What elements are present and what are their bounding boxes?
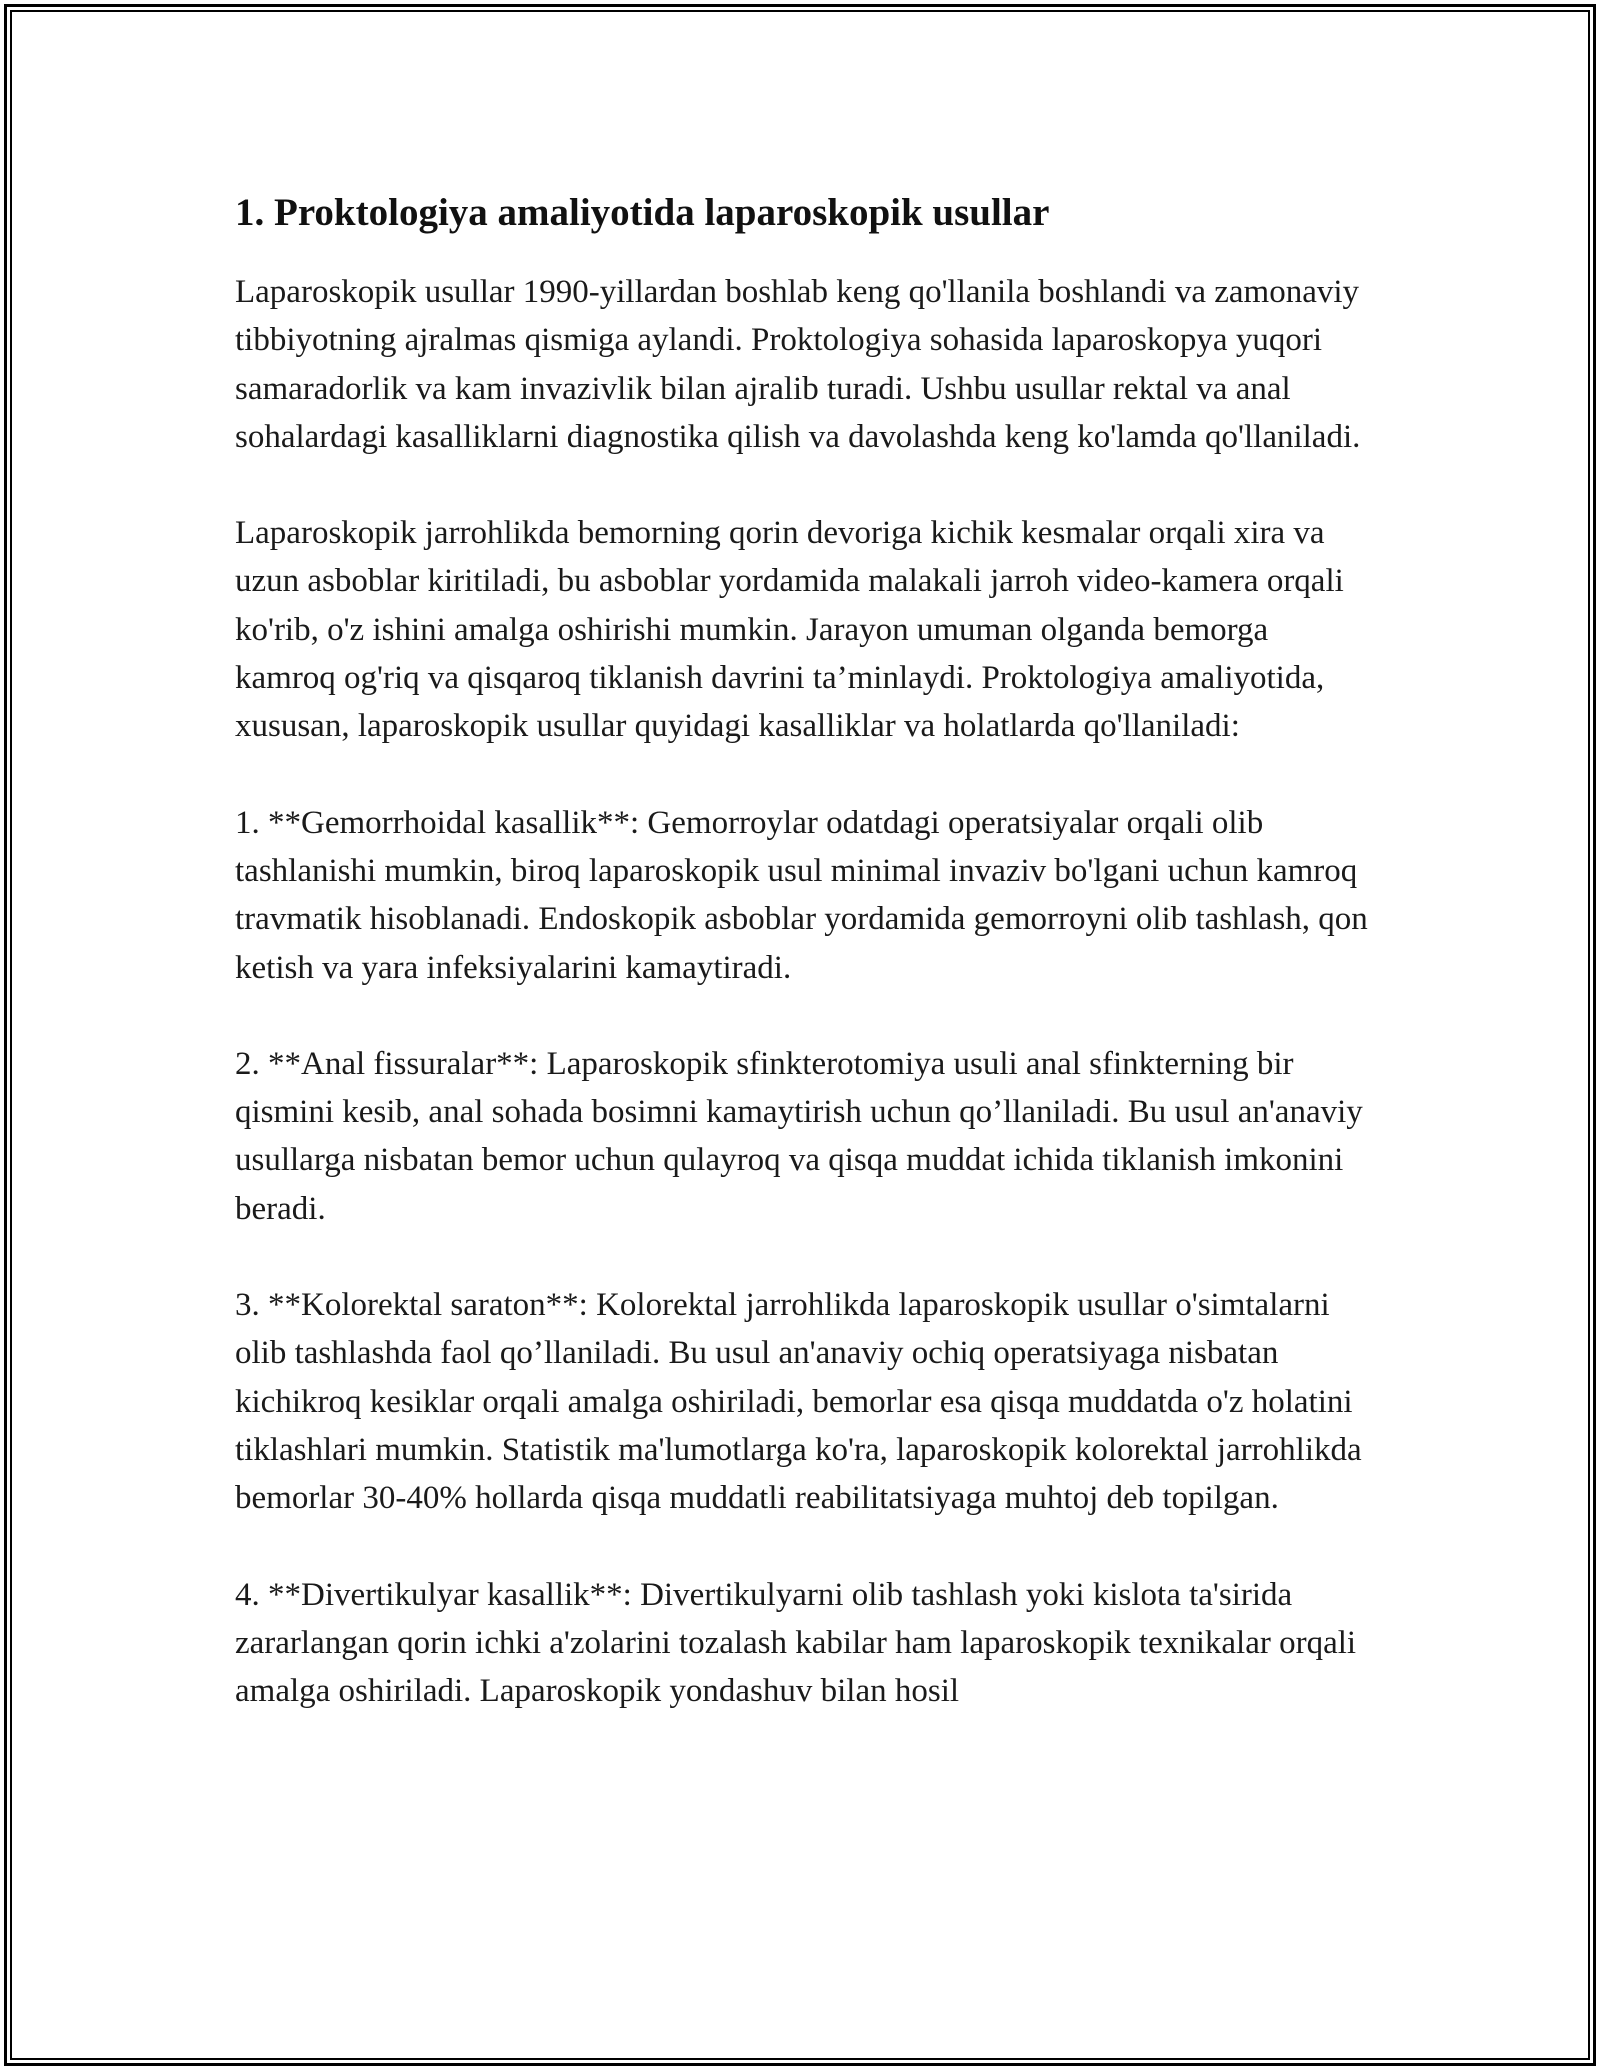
paragraph-procedure: Laparoskopik jarrohlikda bemorning qorin devoriga kichik kesmalar orqali xira va uzun asboblar kiritiladi, bu asboblar yordamida malakali jarroh video-kamera orqali ko'rib, o'z ishini amalga oshirishi mumkin. Jarayon umuman olganda bemorga kamroq og'riq va qisqaroq tiklanish davrini ta’minlaydi. Proktologiya amaliyotida, xususan, laparoskopik usullar quyidagi kasalliklar va holatlarda qo'llaniladi: xyxy=(235,515,1344,745)
list-item-gemorrhoidal: 1. **Gemorrhoidal kasallik**: Gemorroylar odatdagi operatsiyalar orqali olib tashlanishi mumkin, biroq laparoskopik usul minimal invaziv bo'lgani uchun kamroq travmatik hisoblanadi. Endoskopik asboblar yordamida gemorroyni olib tashlash, qon ketish va yara infeksiyalarini kamaytiradi. xyxy=(235,804,1368,986)
list-item-anal-fissures: 2. **Anal fissuralar**: Laparoskopik sfinkterotomiya usuli anal sfinkterning bir qismini kesib, anal sohada bosimni kamaytirish uchun qo’llaniladi. Bu usul an'anaviy usullarga nisbatan bemor uchun qulayroq va qisqa muddat ichida tiklanish imkonini beradi. xyxy=(235,1045,1363,1227)
document-body xyxy=(235,188,1375,1763)
paragraph-intro: Laparoskopik usullar 1990-yillardan boshlab keng qo'llanila boshlandi va zamonaviy tibbiyotning ajralmas qismiga aylandi. Proktologiya sohasida laparoskopya yuqori samaradorlik va kam invazivlik bilan ajralib turadi. Ushbu usullar rektal va anal sohalardagi kasalliklarni diagnostika qilish va davolashda keng ko'lamda qo'llaniladi. xyxy=(235,274,1361,455)
list-item-diverticular: 4. **Divertikulyar kasallik**: Divertikulyarni olib tashlash yoki kislota ta'sirida zararlangan qorin ichki a'zolarini tozalash kabilar ham laparoskopik texnikalar orqali amalga oshiriladi. Laparoskopik yondashuv bilan hosil xyxy=(235,1576,1357,1710)
list-item-colorectal-cancer: 3. **Kolorektal saraton**: Kolorektal jarrohlikda laparoskopik usullar o'simtalarni olib tashlashda faol qo’llaniladi. Bu usul an'anaviy ochiq operatsiyaga nisbatan kichikroq kesiklar orqali amalga oshiriladi, bemorlar esa qisqa muddatda o'z holatini tiklashlari mumkin. Statistik ma'lumotlarga ko'ra, laparoskopik kolorektal jarrohlikda bemorlar 30-40% hollarda qisqa muddatli reabilitatsiyaga muhtoj deb topilgan. xyxy=(235,1287,1362,1517)
section-title: 1. Proktologiya amaliyotida laparoskopik usullar xyxy=(235,191,1050,234)
